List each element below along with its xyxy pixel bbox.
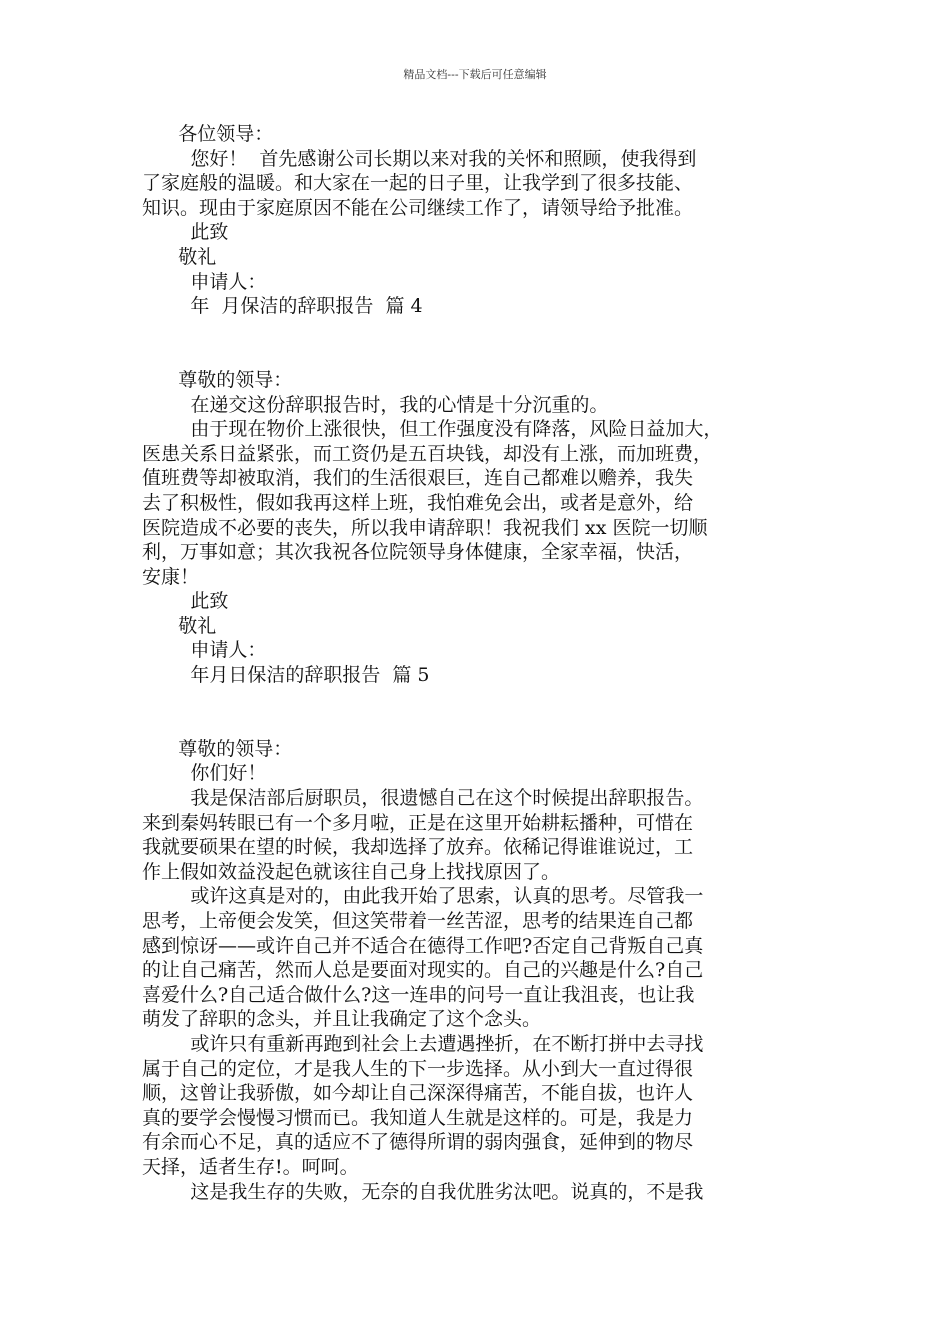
text-line: 医患关系日益紧张，而工资仍是五百块钱，却没有上涨，而加班费，	[142, 442, 713, 465]
text-line: 作上假如效益没起色就该往自己身上找找原因了。	[142, 860, 561, 883]
text-line: 各位领导：	[142, 123, 274, 145]
text-line: 顺，这曾让我骄傲，如今却让自己深深得痛苦，不能自拔，也许人	[142, 1082, 694, 1105]
text-line: 或许这真是对的，由此我开始了思索，认真的思考。尽管我一	[142, 885, 704, 908]
text-line: 年 月保洁的辞职报告 篇 4	[142, 295, 423, 318]
text-line: 天择，适者生存!。呵呵。	[142, 1155, 359, 1178]
text-line: 年月日保洁的辞职报告 篇 5	[142, 664, 430, 687]
text-line: 由于现在物价上涨很快，但工作强度没有降落，风险日益加大，	[142, 418, 723, 441]
text-line: 尊敬的领导：	[142, 368, 293, 391]
text-line: 知识。现由于家庭原因不能在公司继续工作了，请领导给予批准。	[142, 196, 694, 219]
text-line: 你们好！	[142, 762, 267, 785]
text-line: 思考，上帝便会发笑，但这笑带着一丝苦涩，思考的结果连自己都	[142, 910, 694, 932]
text-line: 去了积极性，假如我再这样上班，我怕难免会出，或者是意外，给	[142, 491, 694, 514]
text-line: 来到秦妈转眼已有一个多月啦，正是在这里开始耕耘播种，可惜在	[142, 811, 694, 834]
text-line: 我是保洁部后厨职员，很遗憾自己在这个时候提出辞职报告。	[142, 787, 704, 810]
text-line: 敬礼	[142, 245, 217, 268]
text-line: 的让自己痛苦，然而人总是要面对现实的。自己的兴趣是什么?自己	[142, 959, 704, 982]
text-line: 医院造成不必要的丧失，所以我申请辞职！我祝我们 xx 医院一切顺	[142, 516, 708, 539]
text-line: 或许只有重新再跑到社会上去遭遇挫折，在不断打拼中去寻找	[142, 1032, 704, 1055]
text-line: 您好！ 首先感谢公司长期以来对我的关怀和照顾，使我得到	[142, 147, 697, 170]
text-line: 喜爱什么?自己适合做什么?这一连串的问号一直让我沮丧，也让我	[142, 983, 695, 1006]
text-line	[142, 688, 822, 713]
text-line: 了家庭般的温暖。和大家在一起的日子里，让我学到了很多技能、	[142, 172, 694, 195]
text-line: 我就要硕果在望的时候，我却选择了放弃。依稀记得谁谁说过，工	[142, 836, 694, 859]
text-line: 敬礼	[142, 614, 217, 637]
text-line: 尊敬的领导：	[142, 737, 293, 760]
text-line	[142, 343, 822, 368]
text-line: 属于自己的定位，才是我人生的下一步选择。从小到大一直过得很	[142, 1057, 694, 1080]
text-line: 此致	[142, 221, 229, 244]
text-line: 安康！	[142, 565, 200, 588]
text-line: 申请人：	[142, 639, 267, 662]
text-line	[142, 319, 822, 344]
text-line: 值班费等却被取消，我们的生活很艰巨，连自己都难以赡养，我失	[142, 467, 694, 490]
page-header: 精品文档---下载后可任意编辑	[403, 68, 547, 81]
text-line: 利，万事如意；其次我祝各位院领导身体健康，全家幸福，快活，	[142, 541, 694, 564]
document-body	[142, 122, 822, 1204]
text-line: 真的要学会慢慢习惯而已。我知道人生就是这样的。可是，我是力	[142, 1106, 694, 1129]
text-line: 萌发了辞职的念头，并且让我确定了这个念头。	[142, 1008, 542, 1031]
text-line: 申请人：	[142, 270, 267, 293]
text-line	[142, 712, 822, 737]
text-line: 感到惊讶——或许自己并不适合在德得工作吧?否定自己背叛自己真	[142, 934, 704, 957]
text-line: 在递交这份辞职报告时，我的心情是十分沉重的。	[142, 393, 609, 416]
text-line: 这是我生存的失败，无奈的自我优胜劣汰吧。说真的，不是我	[142, 1180, 704, 1203]
text-line: 此致	[142, 590, 229, 613]
text-line: 有余而心不足，真的适应不了德得所谓的弱肉强食，延伸到的物尽	[142, 1131, 694, 1154]
